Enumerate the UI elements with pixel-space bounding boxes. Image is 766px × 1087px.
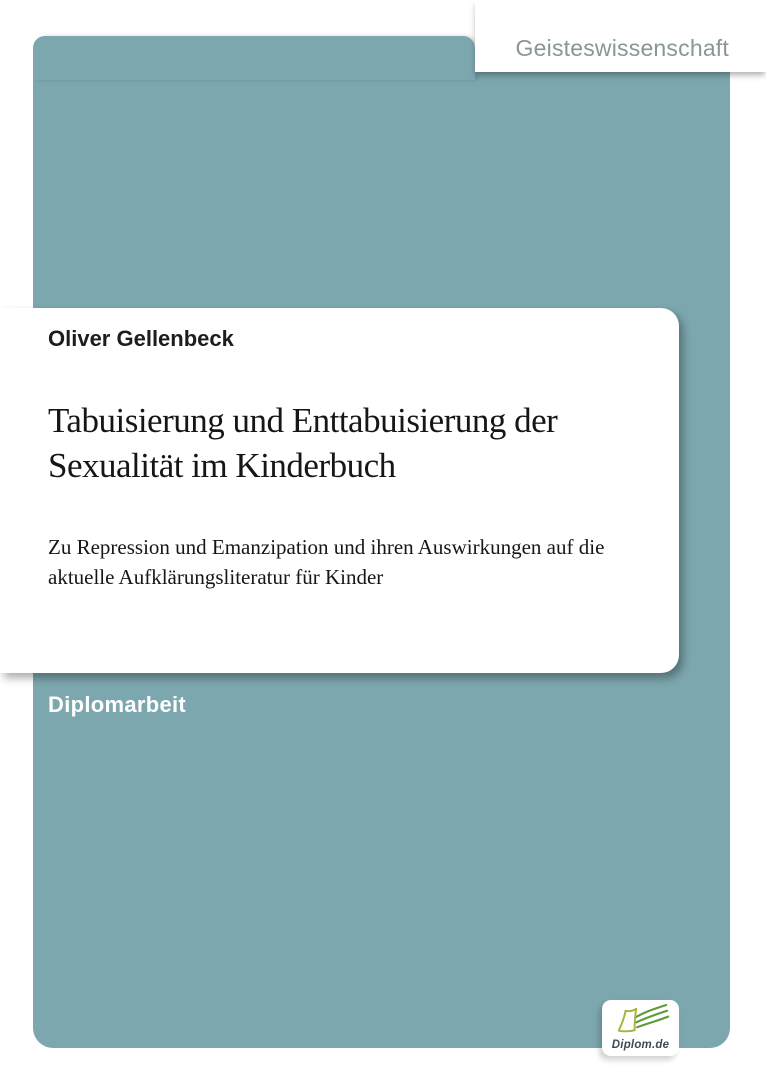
document-type-label: Diplomarbeit — [48, 692, 187, 717]
author-name: Oliver Gellenbeck — [48, 326, 234, 351]
book-subtitle-line-1: Zu Repression und Emanzipation und ihren Auswirkungen auf die — [48, 535, 605, 559]
publisher-logo — [602, 1000, 679, 1056]
book-title-line-1: Tabuisierung und Enttabuisierung der — [48, 401, 558, 440]
category-notch — [475, 0, 766, 72]
book-title-line-2: Sexualität im Kinderbuch — [48, 446, 396, 485]
book-subtitle-line-2: aktuelle Aufklärungsliteratur für Kinder — [48, 565, 384, 589]
title-card — [0, 308, 679, 673]
publisher-logo-text: Diplom.de — [611, 1039, 670, 1051]
diplom-book-swoosh-icon — [602, 1003, 679, 1036]
cover-tab-shape — [33, 36, 475, 80]
category-label: Geisteswissenschaft — [515, 35, 729, 61]
book-subtitle — [48, 532, 604, 592]
book-title — [48, 398, 557, 488]
